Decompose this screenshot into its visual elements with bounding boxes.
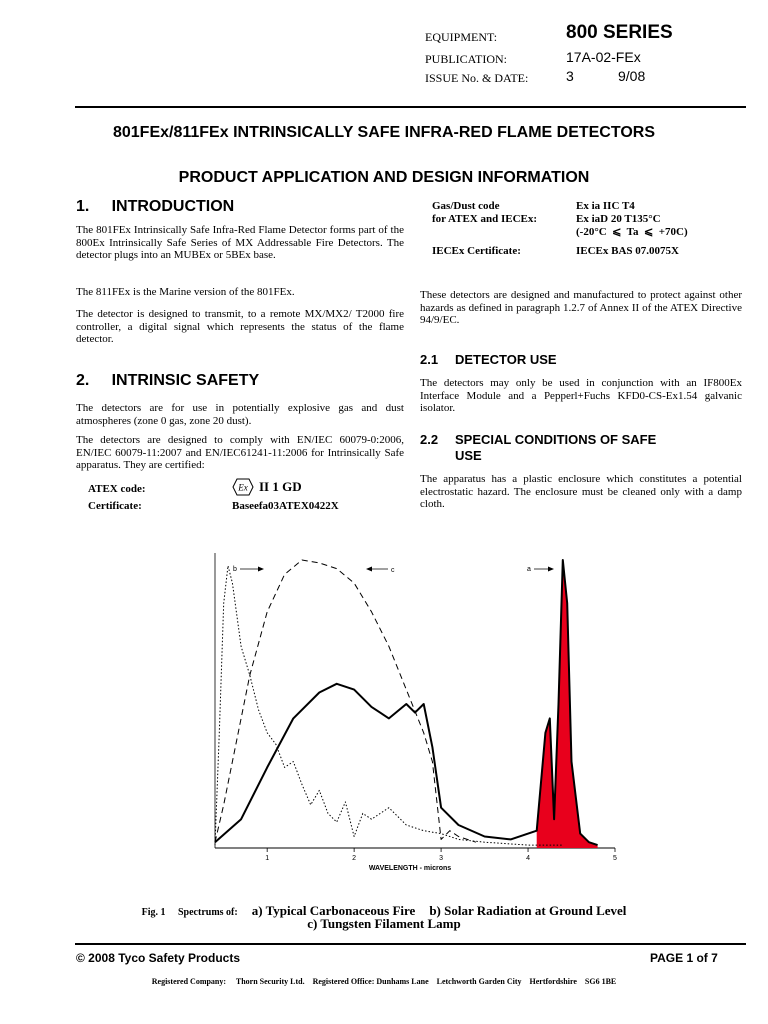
x-tick-label-3: 3 [439,855,444,862]
x-tick-label-4: 4 [526,855,530,862]
caption-prefix: Fig. 1 Spectrums of: [141,907,238,918]
intro-paragraph-2: The 811FEx is the Marine version of the 801FEx. [76,286,295,298]
publication-value: 17A-02-FEx [566,49,641,65]
intro-paragraph-1: The 801FEx Intrinsically Safe Infra-Red Flame Detector forms part of the 800Ex Intrinsically Safe Series of MX Addressable Fire Detectors. The detector plugs into an MUBEx or 5BEx base. [76,224,404,261]
gas-dust-value-1: Ex ia IIC T4 [576,200,635,212]
caption-a: a) Typical Carbonaceous Fire [251,903,416,918]
x-tick-label-2: 2 [352,855,357,862]
atex-code-value: II 1 GD [259,479,302,494]
caption-c: c) Tungsten Filament Lamp [307,916,461,931]
curve-label-a: a [527,566,531,573]
curve-arrowhead-b [258,567,264,572]
curve-arrowhead-a [548,567,554,572]
x-axis-label: WAVELENGTH - microns [368,865,452,872]
curve-label-c: c [391,567,395,574]
gas-dust-label-1: Gas/Dust code [432,200,500,212]
certificate-value: Baseefa03ATEX0422X [232,500,339,512]
x-tick-label-1: 1 [265,855,270,862]
iecex-value: IECEx BAS 07.0075X [576,245,679,257]
issue-number: 3 [566,68,574,84]
gas-dust-value-3: (-20°C ⩽ Ta ⩽ +70C) [576,226,688,238]
series-c-line [215,560,476,842]
atex-directive-paragraph: These detectors are designed and manufactured to protect against other hazards as defined in paragraph 1.2.7 of Annex II of the ATEX Directive 94/9/EC. [420,289,742,326]
curve-label-b: b [233,566,237,573]
copyright: © 2008 Tyco Safety Products [76,951,241,965]
section-2-1-number: 2.1 [420,352,439,367]
safe-use-paragraph: The apparatus has a plastic enclosure which constitutes a potential electrostatic hazard. The enclosure must be cleaned only with a damp cloth. [420,473,742,510]
section-2-1-heading: DETECTOR USE [455,352,557,367]
header-rule [75,106,746,108]
issue-label: ISSUE No. & DATE: [425,71,529,85]
iecex-label: IECEx Certificate: [432,245,521,257]
safety-paragraph-2: The detectors are designed to comply with EN/IEC 60079-0:2006, EN/IEC 60079-11:2007 and EN/IEC61241-11:2006 for Intrinsically Safe apparatus. They are certified: [76,434,404,471]
section-1-heading: 1. INTRODUCTION [76,198,235,215]
x-tick-label-5: 5 [613,855,617,862]
series-b-line [215,566,563,845]
gas-dust-label-2: for ATEX and IECEx: [432,213,538,225]
section-2-2-heading-2: USE [455,448,482,463]
registered-office: Registered Company: Thorn Security Ltd. Registered Office: Dunhams Lane Letchworth Garden City Hertfordshire SG6 1BE [151,977,617,986]
gas-dust-value-2: Ex iaD 20 T135°C [576,213,661,225]
curve-arrowhead-c [366,567,372,572]
document-title: 801FEx/811FEx INTRINSICALLY SAFE INFRA-RED FLAME DETECTORS [112,124,656,141]
equipment-label: EQUIPMENT: [425,30,498,44]
issue-date: 9/08 [618,68,646,84]
detector-use-paragraph: The detectors may only be used in conjunction with an IF800Ex Interface Module and a Pepperl+Fuchs KFD0-CS-Ex1.54 galvanic isolator. [420,377,742,414]
page-number: PAGE 1 of 7 [650,951,718,965]
ex-symbol-text: Ex [238,482,248,493]
certificate-label: Certificate: [88,500,142,512]
section-2-2-heading-1: SPECIAL CONDITIONS OF SAFE [455,432,657,447]
spectrum-chart [200,548,630,878]
intro-paragraph-3: The detector is designed to transmit, to a remote MX/MX2/ T2000 fire controller, a digital signal which represents the status of the flame detector. [76,308,404,345]
publication-label: PUBLICATION: [425,52,508,66]
footer-rule [75,943,746,945]
section-2-2-number: 2.2 [420,432,439,447]
equipment-value: 800 SERIES [566,22,673,43]
safety-paragraph-1: The detectors are for use in potentially explosive gas and dust atmospheres (zone 0 gas, zone 20 dust). [76,402,404,427]
section-2-heading: 2. INTRINSIC SAFETY [76,372,260,389]
series-a-line [215,560,598,845]
caption-b: b) Solar Radiation at Ground Level [429,903,627,918]
ex-hexagon-icon [232,478,254,496]
atex-code-label: ATEX code: [88,483,146,495]
document-subtitle: PRODUCT APPLICATION AND DESIGN INFORMATION [178,169,590,186]
